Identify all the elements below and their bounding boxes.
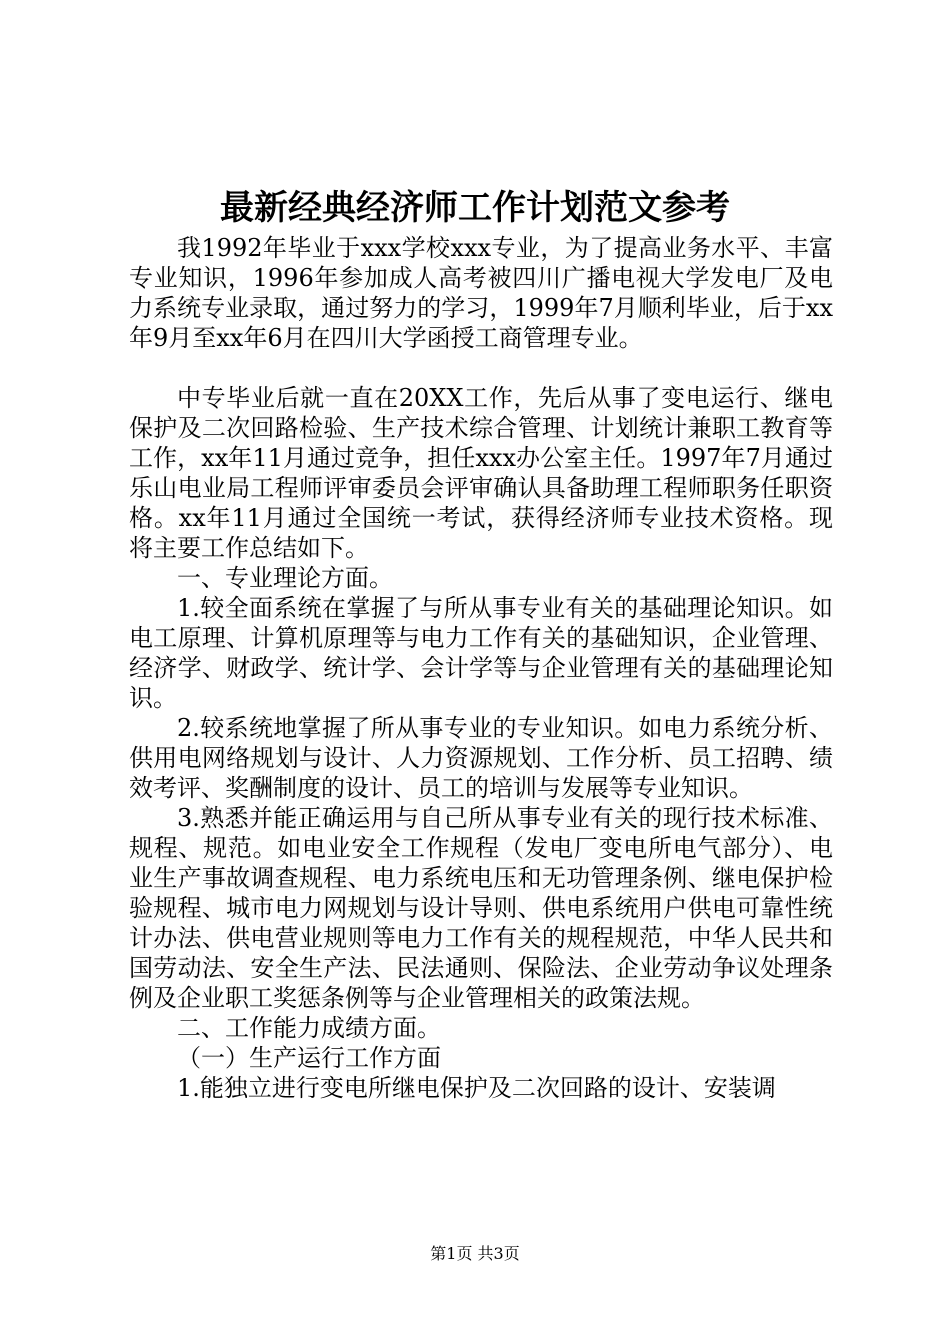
document-title: 最新经典经济师工作计划范文参考	[220, 188, 730, 228]
page-footer: 第1页 共3页	[430, 1244, 520, 1263]
paragraph-theory-2: 2.较系统地掌握了所从事专业的专业知识。如电力系统分析、供用电网络规划与设计、人力资源规划、工作分析、员工招聘、绩效考评、奖酬制度的设计、员工的培训与发展等专业知识。	[129, 714, 833, 802]
paragraph-theory-1: 1.较全面系统在掌握了与所从事专业有关的基础理论知识。如电工原理、计算机原理等与电力工作有关的基础知识，企业管理、经济学、财政学、统计学、会计学等与企业管理有关的基础理论知识。	[129, 594, 833, 712]
subsection-heading-operation: （一）生产运行工作方面	[177, 1044, 441, 1072]
paragraph-education: 我1992年毕业于xxx学校xxx专业，为了提高业务水平、丰富专业知识，1996年参加成人高考被四川广播电视大学发电厂及电力系统专业录取，通过努力的学习，1999年7月顺利毕业，后于xx年9月至xx年6月在四川大学函授工商管理专业。	[129, 234, 833, 352]
paragraph-gap	[129, 353, 833, 383]
document-body	[129, 233, 833, 1103]
paragraph-work-history: 中专毕业后就一直在20XX工作，先后从事了变电运行、继电保护及二次回路检验、生产技术综合管理、计划统计兼职工教育等工作，xx年11月通过竞争，担任xxx办公室主任。1997年7月通过乐山电业局工程师评审委员会评审确认具备助理工程师职务任职资格。xx年11月通过全国统一考试，获得经济师专业技术资格。现将主要工作总结如下。	[129, 384, 833, 562]
section-heading-theory: 一、专业理论方面。	[177, 564, 393, 592]
paragraph-theory-3: 3.熟悉并能正确运用与自己所从事专业有关的现行技术标准、规程、规范。如电业安全工作规程（发电厂变电所电气部分）、电业生产事故调查规程、电力系统电压和无功管理条例、继电保护检验规程、城市电力网规划与设计导则、供电系统用户供电可靠性统计办法、供电营业规则等电力工作有关的规程规范，中华人民共和国劳动法、安全生产法、民法通则、保险法、企业劳动争议处理条例及企业职工奖惩条例等与企业管理相关的政策法规。	[129, 804, 833, 1012]
section-heading-ability: 二、工作能力成绩方面。	[177, 1014, 441, 1042]
paragraph-operation-1: 1.能独立进行变电所继电保护及二次回路的设计、安装调	[177, 1074, 776, 1102]
